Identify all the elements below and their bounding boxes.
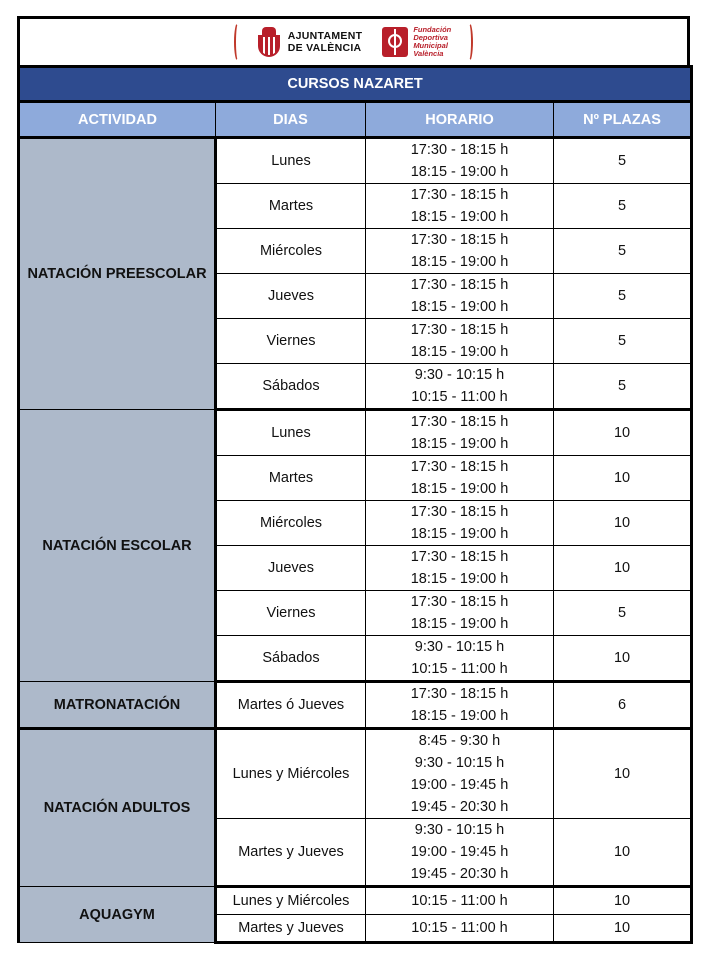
plazas-cell: 10: [554, 729, 692, 819]
activity-cell: MATRONATACIÓN: [19, 682, 216, 729]
schedule-cell: [366, 591, 554, 636]
time-slot: 17:30 - 18:15 h: [410, 142, 509, 158]
schedule-cell: [366, 229, 554, 274]
day-cell: Viernes: [216, 319, 366, 364]
schedule-cell: [366, 184, 554, 229]
time-slot: 9:30 - 10:15 h: [414, 639, 505, 655]
schedule-cell: [366, 636, 554, 682]
schedule-table: [17, 65, 693, 944]
time-slot: 10:15 - 11:00 h: [411, 661, 508, 677]
plazas-cell: 10: [554, 546, 692, 591]
time-slot: 17:30 - 18:15 h: [410, 277, 509, 293]
schedule-cell: [366, 501, 554, 546]
time-slot: 19:00 - 19:45 h: [410, 844, 509, 860]
time-slot: 18:15 - 19:00 h: [410, 481, 509, 497]
time-slot: 18:15 - 19:00 h: [410, 616, 509, 632]
time-slot: 8:45 - 9:30 h: [418, 733, 501, 749]
time-slot: 18:15 - 19:00 h: [410, 164, 509, 180]
day-cell: Sábados: [216, 636, 366, 682]
schedule-cell: [366, 546, 554, 591]
plazas-cell: 5: [554, 364, 692, 410]
plazas-cell: 10: [554, 636, 692, 682]
time-slot: 17:30 - 18:15 h: [410, 686, 509, 702]
time-slot: 18:15 - 19:00 h: [410, 299, 509, 315]
column-header-plazas: Nº PLAZAS: [554, 102, 692, 138]
day-cell: Sábados: [216, 364, 366, 410]
time-slot: 17:30 - 18:15 h: [410, 187, 509, 203]
day-cell: Lunes: [216, 410, 366, 456]
left-arc-decoration: [234, 22, 242, 62]
time-slot: 18:15 - 19:00 h: [410, 344, 509, 360]
table-row: [19, 682, 692, 729]
plazas-cell: 5: [554, 184, 692, 229]
schedule-cell: [366, 364, 554, 410]
table-row: [19, 138, 692, 184]
schedule-cell: [366, 456, 554, 501]
time-slot: 18:15 - 19:00 h: [410, 526, 509, 542]
fdm-logo: [382, 26, 451, 58]
plazas-cell: 10: [554, 819, 692, 887]
plazas-cell: 6: [554, 682, 692, 729]
plazas-cell: 5: [554, 274, 692, 319]
day-cell: Lunes y Miércoles: [216, 887, 366, 915]
schedule-cell: [366, 138, 554, 184]
schedule-cell: [366, 319, 554, 364]
time-slot: 10:15 - 11:00 h: [411, 389, 508, 405]
plazas-cell: 10: [554, 456, 692, 501]
time-slot: 17:30 - 18:15 h: [410, 594, 509, 610]
column-header-horario: HORARIO: [366, 102, 554, 138]
plazas-cell: 5: [554, 229, 692, 274]
column-header-actividad: ACTIVIDAD: [19, 102, 216, 138]
schedule-sheet: [17, 16, 690, 944]
day-cell: Viernes: [216, 591, 366, 636]
ajuntament-logo: [256, 27, 363, 57]
fdm-text-line3: Municipal: [413, 41, 448, 50]
time-slot: 9:30 - 10:15 h: [414, 367, 505, 383]
plazas-cell: 10: [554, 915, 692, 943]
day-cell: Martes ó Jueves: [216, 682, 366, 729]
time-slot: 17:30 - 18:15 h: [410, 459, 509, 475]
table-title: CURSOS NAZARET: [19, 67, 692, 102]
valencia-crest-icon: [256, 27, 282, 57]
fdm-text-line2: Deportiva: [413, 33, 448, 42]
time-slot: 17:30 - 18:15 h: [410, 414, 509, 430]
ajuntament-text-line2: DE VALÈNCIA: [287, 42, 362, 54]
plazas-cell: 5: [554, 591, 692, 636]
day-cell: Martes y Jueves: [216, 819, 366, 887]
schedule-cell: [366, 274, 554, 319]
time-slot: 17:30 - 18:15 h: [410, 504, 509, 520]
fdm-text-line1: Fundación: [413, 25, 452, 34]
column-header-dias: DIAS: [216, 102, 366, 138]
plazas-cell: 10: [554, 410, 692, 456]
fdm-mark-icon: [382, 27, 408, 57]
time-slot: 10:15 - 11:00 h: [411, 893, 508, 909]
schedule-cell: [366, 887, 554, 915]
plazas-cell: 5: [554, 138, 692, 184]
schedule-cell: [366, 410, 554, 456]
day-cell: Martes: [216, 184, 366, 229]
time-slot: 17:30 - 18:15 h: [410, 549, 509, 565]
fdm-text-line4: València: [413, 49, 444, 58]
activity-cell: NATACIÓN ADULTOS: [19, 729, 216, 887]
time-slot: 18:15 - 19:00 h: [410, 209, 509, 225]
day-cell: Martes y Jueves: [216, 915, 366, 943]
time-slot: 19:45 - 20:30 h: [410, 866, 509, 882]
right-arc-decoration: [465, 22, 473, 62]
time-slot: 18:15 - 19:00 h: [410, 254, 509, 270]
table-row: [19, 887, 692, 915]
day-cell: Jueves: [216, 546, 366, 591]
schedule-cell: [366, 729, 554, 819]
day-cell: Miércoles: [216, 229, 366, 274]
logo-header: [17, 16, 690, 65]
schedule-cell: [366, 819, 554, 887]
table-row: [19, 410, 692, 456]
time-slot: 19:45 - 20:30 h: [410, 799, 509, 815]
time-slot: 17:30 - 18:15 h: [410, 322, 509, 338]
day-cell: Martes: [216, 456, 366, 501]
time-slot: 9:30 - 10:15 h: [414, 822, 505, 838]
time-slot: 10:15 - 11:00 h: [411, 920, 508, 936]
time-slot: 17:30 - 18:15 h: [410, 232, 509, 248]
schedule-cell: [366, 915, 554, 943]
time-slot: 19:00 - 19:45 h: [410, 777, 509, 793]
ajuntament-text-line1: AJUNTAMENT: [287, 30, 363, 42]
time-slot: 18:15 - 19:00 h: [410, 571, 509, 587]
activity-cell: AQUAGYM: [19, 887, 216, 943]
plazas-cell: 5: [554, 319, 692, 364]
day-cell: Lunes y Miércoles: [216, 729, 366, 819]
plazas-cell: 10: [554, 887, 692, 915]
time-slot: 18:15 - 19:00 h: [410, 708, 509, 724]
table-row: [19, 729, 692, 819]
activity-cell: NATACIÓN PREESCOLAR: [19, 138, 216, 410]
day-cell: Jueves: [216, 274, 366, 319]
schedule-cell: [366, 682, 554, 729]
activity-cell: NATACIÓN ESCOLAR: [19, 410, 216, 682]
day-cell: Lunes: [216, 138, 366, 184]
time-slot: 9:30 - 10:15 h: [414, 755, 505, 771]
plazas-cell: 10: [554, 501, 692, 546]
day-cell: Miércoles: [216, 501, 366, 546]
time-slot: 18:15 - 19:00 h: [410, 436, 509, 452]
